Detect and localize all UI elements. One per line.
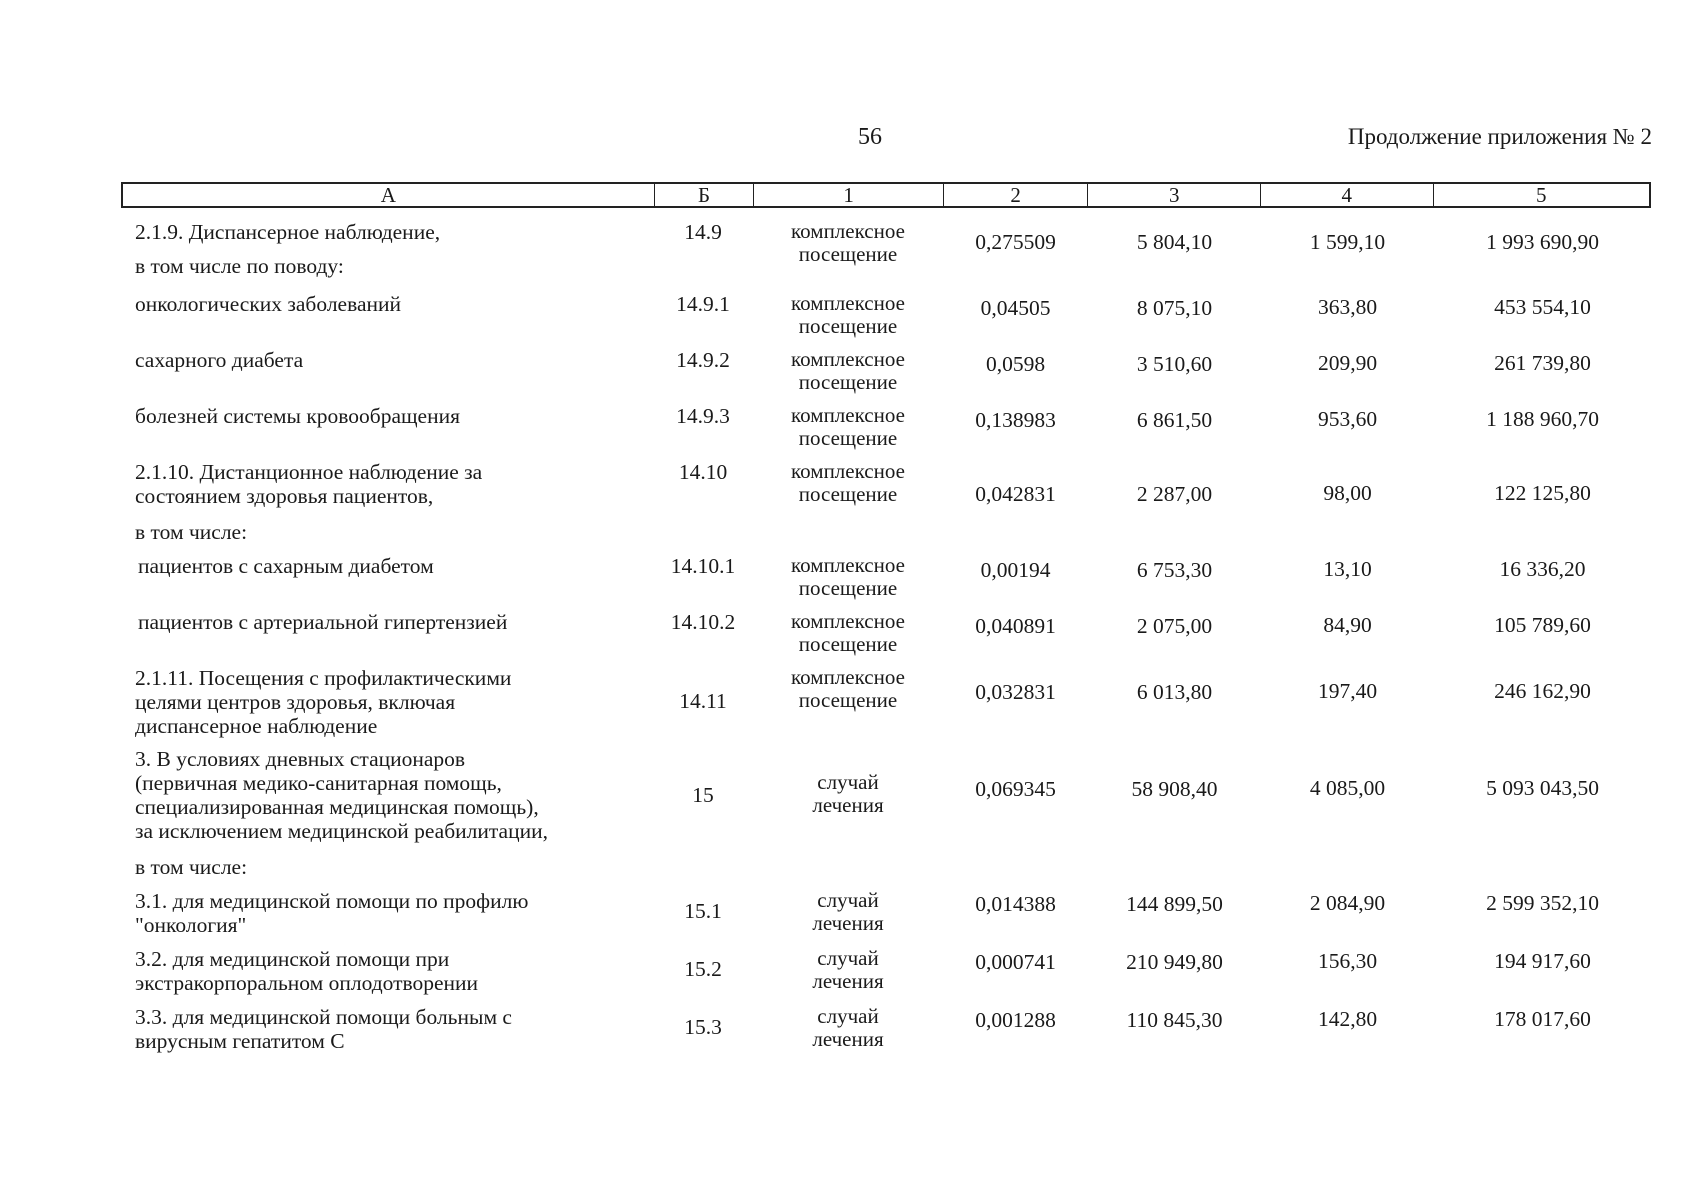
row-unit: комплексное посещение <box>791 459 905 506</box>
row-name: пациентов с артериальной гипертензией <box>138 610 508 634</box>
row-value-5: 194 917,60 <box>1494 949 1591 973</box>
row-value-2: 0,069345 <box>975 777 1056 801</box>
row-unit: комплексное посещение <box>791 219 905 266</box>
row-name: 3.3. для медицинской помощи больным с вирусным гепатитом С <box>135 1005 512 1053</box>
row-value-2: 0,000741 <box>975 950 1056 974</box>
row-code: 15.1 <box>684 899 722 923</box>
row-name: 2.1.10. Дистанционное наблюдение за состоянием здоровья пациентов, <box>135 460 483 508</box>
row-value-5: 261 739,80 <box>1494 351 1591 375</box>
row-code: 14.9.1 <box>676 292 730 316</box>
row-value-5: 2 599 352,10 <box>1486 891 1599 915</box>
row-code: 15.2 <box>684 957 722 981</box>
row-value-2: 0,001288 <box>975 1008 1056 1032</box>
row-value-4: 363,80 <box>1317 295 1378 319</box>
row-value-4: 98,00 <box>1323 481 1372 505</box>
row-subtitle: в том числе: <box>135 520 248 544</box>
table-row <box>121 947 1651 995</box>
row-name: сахарного диабета <box>135 348 304 372</box>
row-value-4: 13,10 <box>1323 557 1372 581</box>
row-value-2: 0,275509 <box>975 230 1056 254</box>
row-value-2: 0,0598 <box>985 352 1046 376</box>
table-row <box>121 404 1651 450</box>
row-value-5: 1 993 690,90 <box>1486 230 1599 254</box>
row-value-4: 197,40 <box>1317 679 1378 703</box>
row-unit: случай лечения <box>812 1004 884 1051</box>
row-code: 15 <box>692 783 714 807</box>
row-name: пациентов с сахарным диабетом <box>138 554 434 578</box>
row-name: болезней системы кровообращения <box>135 404 460 428</box>
row-subtitle: в том числе: <box>135 855 248 879</box>
row-value-5: 246 162,90 <box>1494 679 1591 703</box>
row-unit: случай лечения <box>812 946 884 993</box>
column-header-4: 4 <box>1260 184 1433 206</box>
row-value-4: 209,90 <box>1317 351 1378 375</box>
row-code: 14.10.2 <box>670 610 736 634</box>
row-value-4: 4 085,00 <box>1309 776 1386 800</box>
row-value-3: 210 949,80 <box>1126 950 1223 974</box>
row-code: 14.10 <box>678 460 728 484</box>
column-header-5: 5 <box>1433 184 1649 206</box>
row-value-4: 84,90 <box>1323 613 1372 637</box>
row-value-4: 156,30 <box>1317 949 1378 973</box>
row-value-3: 110 845,30 <box>1126 1008 1223 1032</box>
column-header-1: 1 <box>753 184 943 206</box>
row-value-3: 5 804,10 <box>1136 230 1213 254</box>
row-unit: комплексное посещение <box>791 403 905 450</box>
row-code: 14.10.1 <box>670 554 736 578</box>
row-value-4: 953,60 <box>1317 407 1378 431</box>
row-name: 2.1.9. Диспансерное наблюдение, <box>135 220 441 244</box>
row-value-4: 2 084,90 <box>1309 891 1386 915</box>
row-value-5: 453 554,10 <box>1494 295 1591 319</box>
row-value-5: 122 125,80 <box>1494 481 1591 505</box>
row-unit: комплексное посещение <box>791 665 905 712</box>
row-value-2: 0,032831 <box>975 680 1056 704</box>
row-name: 3. В условиях дневных стационаров (первичная медико-санитарная помощь, специализированная медицинская помощь), за исключением медицинской реабилитации, <box>135 747 548 843</box>
row-value-2: 0,014388 <box>975 892 1056 916</box>
column-header-3: 3 <box>1087 184 1260 206</box>
row-code: 15.3 <box>684 1015 722 1039</box>
table-row <box>121 292 1651 338</box>
table-row <box>121 889 1651 937</box>
table-row <box>121 220 1651 266</box>
row-value-3: 58 908,40 <box>1131 777 1218 801</box>
row-name: 3.1. для медицинской помощи по профилю "онкология" <box>135 889 529 937</box>
row-unit: комплексное посещение <box>791 553 905 600</box>
row-code: 14.9 <box>684 220 722 244</box>
table-row <box>121 610 1651 656</box>
row-code: 14.9.3 <box>676 404 730 428</box>
page-number: 56 <box>858 124 882 150</box>
row-code: 14.11 <box>679 689 727 713</box>
row-unit: комплексное посещение <box>791 347 905 394</box>
appendix-continuation-title: Продолжение приложения № 2 <box>1347 124 1652 149</box>
row-value-2: 0,138983 <box>975 408 1056 432</box>
row-value-5: 16 336,20 <box>1499 557 1586 581</box>
row-value-4: 142,80 <box>1317 1007 1378 1031</box>
row-code: 14.9.2 <box>676 348 730 372</box>
row-value-3: 6 753,30 <box>1136 558 1213 582</box>
row-unit: комплексное посещение <box>791 609 905 656</box>
row-value-3: 6 861,50 <box>1136 408 1213 432</box>
row-name: онкологических заболеваний <box>135 292 402 316</box>
table-row <box>121 1005 1651 1053</box>
row-value-5: 178 017,60 <box>1494 1007 1591 1031</box>
row-value-2: 0,00194 <box>980 558 1051 582</box>
column-header-b: Б <box>654 184 754 206</box>
row-value-5: 5 093 043,50 <box>1486 776 1599 800</box>
table-header-row <box>121 182 1651 208</box>
row-value-3: 8 075,10 <box>1136 296 1213 320</box>
row-subtitle: в том числе по поводу: <box>135 254 344 278</box>
data-table <box>121 182 1651 1053</box>
row-value-3: 3 510,60 <box>1136 352 1213 376</box>
table-row <box>121 666 1651 738</box>
row-unit: комплексное посещение <box>791 291 905 338</box>
row-value-3: 6 013,80 <box>1136 680 1213 704</box>
row-value-2: 0,042831 <box>975 482 1056 506</box>
row-value-3: 144 899,50 <box>1126 892 1223 916</box>
row-name: 3.2. для медицинской помощи при экстракорпоральном оплодотворении <box>135 947 479 995</box>
row-value-3: 2 075,00 <box>1136 614 1213 638</box>
row-name: 2.1.11. Посещения с профилактическими целями центров здоровья, включая диспансерное наблюдение <box>135 666 512 738</box>
row-value-3: 2 287,00 <box>1136 482 1213 506</box>
table-row <box>121 348 1651 394</box>
column-header-2: 2 <box>943 184 1088 206</box>
row-value-5: 105 789,60 <box>1494 613 1591 637</box>
row-value-5: 1 188 960,70 <box>1486 407 1599 431</box>
column-header-a: А <box>380 183 396 207</box>
row-value-2: 0,04505 <box>980 296 1051 320</box>
row-value-2: 0,040891 <box>975 614 1056 638</box>
table-row <box>121 460 1651 508</box>
table-row <box>121 747 1651 843</box>
table-row <box>121 554 1651 600</box>
row-unit: случай лечения <box>812 770 884 817</box>
row-unit: случай лечения <box>812 888 884 935</box>
row-value-4: 1 599,10 <box>1309 230 1386 254</box>
